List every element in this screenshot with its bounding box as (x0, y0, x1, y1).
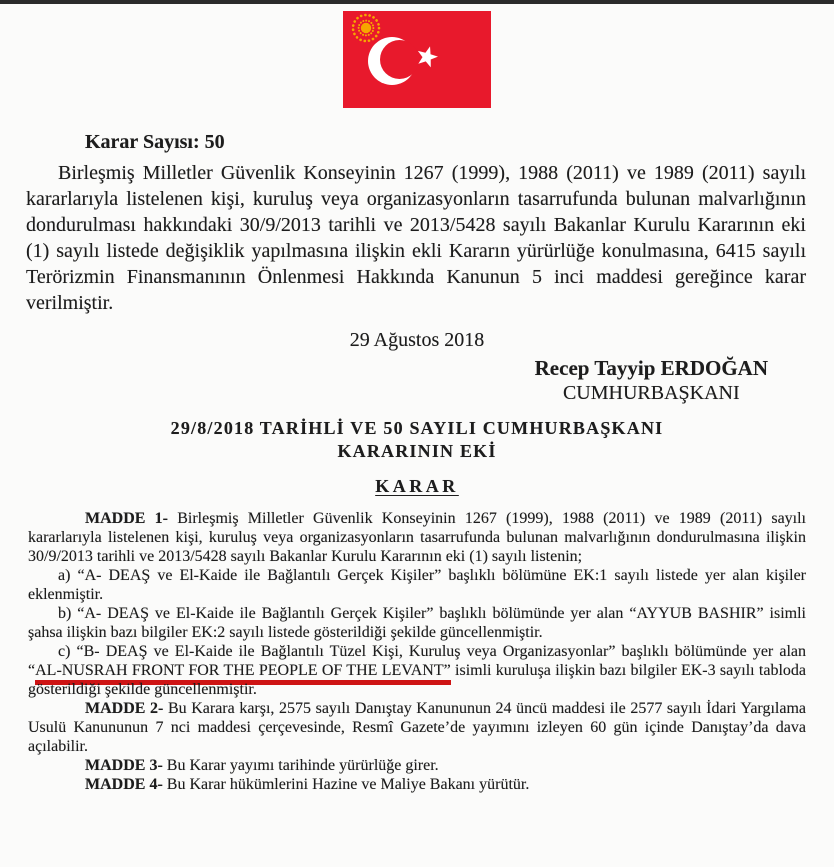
annex-heading (0, 417, 834, 463)
article-item-c-after: isimli kuruluşa ilişkin bazı bilgiler EK-3 sayılı tabloda gösterildiği şekilde güncellenmiştir. (28, 662, 806, 698)
annex-title: KARAR (375, 476, 459, 496)
flag-container (0, 11, 834, 108)
article-item-c (28, 642, 806, 699)
article-madde4-text: Bu Karar hükümlerini Hazine ve Maliye Bakanı yürütür. (162, 776, 530, 793)
signature-name: Recep Tayyip ERDOĞAN (534, 356, 768, 380)
article-item-a-text: “A- DEAŞ ve El-Kaide ile Bağlantılı Gerçek Kişiler” başlıklı bölümüne EK:1 sayılı listede yer alan kişiler eklenmiştir. (28, 567, 806, 603)
signature-block (535, 355, 768, 406)
article-madde3 (28, 756, 806, 775)
article-madde4 (28, 775, 806, 794)
article-madde3-label: MADDE 3- (85, 757, 163, 774)
article-item-a-label: a) (58, 567, 71, 584)
scan-edge-bar (0, 0, 834, 4)
decree-date: 29 Ağustos 2018 (349, 329, 485, 351)
article-item-c-before: “B- DEAŞ ve El-Kaide ile Bağlantılı Tüzel Kişi, Kuruluş veya Organizasyonlar” başlıklı bölümünde yer alan “ (28, 643, 806, 679)
article-madde3-text: Bu Karar yayımı tarihinde yürürlüğe girer. (162, 757, 439, 774)
article-item-b-text: “A- DEAŞ ve El-Kaide ile Bağlantılı Gerçek Kişiler” başlıklı bölümünde yer alan “AYYUB BASHIR” isimli şahsa ilişkin bazı bilgiler EK:2 sayılı listede gösterildiği şekilde güncellenmiştir. (28, 605, 806, 641)
article-madde2-text: Bu Karara karşı, 2575 sayılı Danıştay Kanununun 24 üncü maddesi ile 2577 sayılı İdari Yargılama Usulü Kanununun 7 nci maddesi çerçevesinde, Resmî Gazete’de yayımını izleyen 60 gün içinde Danıştay’da dava açılabilir. (28, 700, 806, 755)
article-madde1-label: MADDE 1- (85, 510, 168, 527)
annex-heading-line2: KARARININ EKİ (337, 441, 497, 461)
decree-intro-paragraph: Birleşmiş Milletler Güvenlik Konseyinin 1267 (1999), 1988 (2011) ve 1989 (2011) sayılı kararlarıyla listelenen kişi, kuruluş veya organizasyonların tasarrufunda bulunan malvarlığının dondurulması hakkındaki 30/9/2013 tarihli ve 2013/5428 sayılı Bakanlar Kurulu Kararının eki (1) sayılı listede değişiklik yapılmasına ilişkin ekli Kararın yürürlüğe konulmasına, 6415 sayılı Terörizmin Finansmanının Önlenmesi Hakkında Kanunun 5 inci maddesi gereğince karar verilmiştir. (26, 162, 806, 314)
article-madde1-text: Birleşmiş Milletler Güvenlik Konseyinin 1267 (1999), 1988 (2011) ve 1989 (2011) sayılı kararlarıyla listelenen kişi, kuruluş veya organizasyonların tasarrufunda bulunan malvarlığının dondurulmasına ilişkin 30/9/2013 tarihli ve 2013/5428 sayılı Bakanlar Kurulu Kararının eki (1) sayılı listenin; (28, 510, 806, 565)
article-item-b (28, 604, 806, 642)
article-madde2 (28, 699, 806, 756)
article-madde4-label: MADDE 4- (85, 776, 163, 793)
signature-title: CUMHURBAŞKANI (562, 382, 740, 404)
article-item-a (28, 566, 806, 604)
red-underlined-entity: AL-NUSRAH FRONT FOR THE PEOPLE OF THE LEVANT” (35, 662, 451, 685)
article-item-c-label: c) (58, 643, 71, 660)
turkish-presidential-flag (343, 11, 491, 108)
article-madde2-label: MADDE 2- (85, 700, 164, 717)
articles-section (28, 509, 806, 794)
article-madde1 (28, 509, 806, 566)
decree-number: Karar Sayısı: 50 (85, 131, 225, 153)
article-item-b-label: b) (58, 605, 72, 622)
annex-heading-line1: 29/8/2018 TARİHLİ VE 50 SAYILI CUMHURBAŞKANI (170, 418, 664, 438)
